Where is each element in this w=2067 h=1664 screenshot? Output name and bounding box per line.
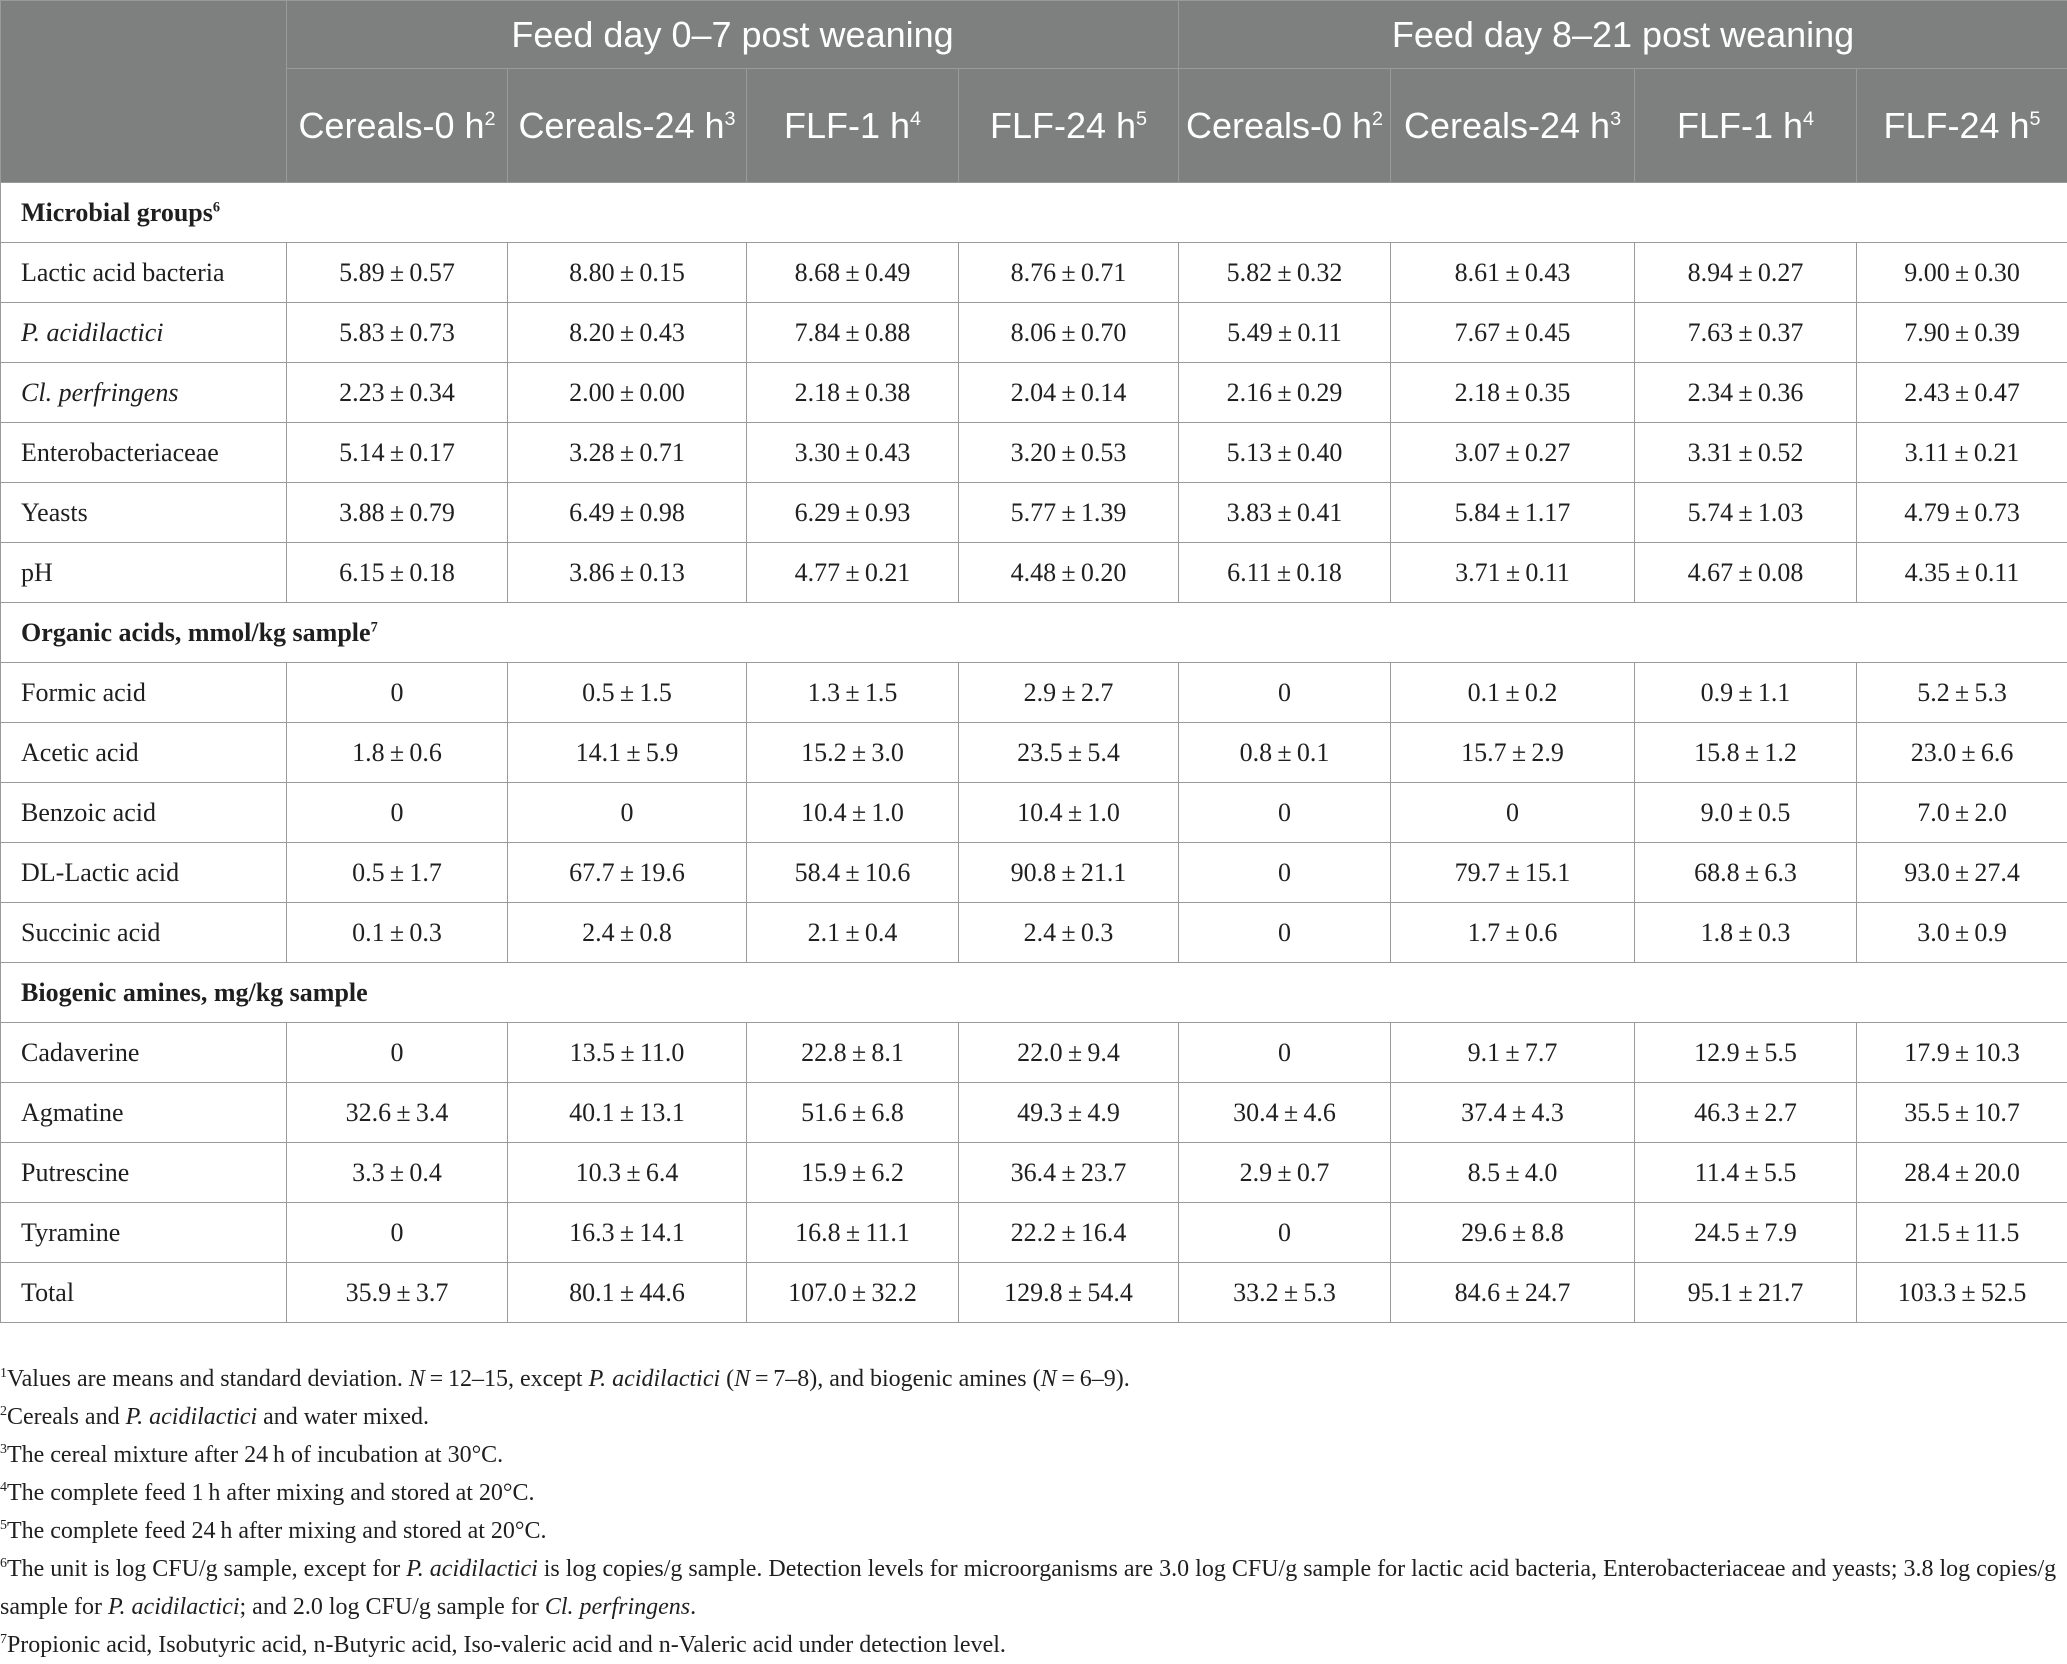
value-cell: 5.77 ± 1.39 — [959, 483, 1179, 543]
value-cell: 58.4 ± 10.6 — [747, 843, 959, 903]
value-cell: 68.8 ± 6.3 — [1635, 843, 1857, 903]
value-cell: 5.74 ± 1.03 — [1635, 483, 1857, 543]
value-cell: 2.34 ± 0.36 — [1635, 363, 1857, 423]
value-cell: 2.1 ± 0.4 — [747, 903, 959, 963]
value-cell: 51.6 ± 6.8 — [747, 1083, 959, 1143]
value-cell: 29.6 ± 8.8 — [1391, 1203, 1635, 1263]
footnotes — [0, 1360, 2067, 1664]
value-cell: 0 — [1391, 783, 1635, 843]
value-cell: 5.84 ± 1.17 — [1391, 483, 1635, 543]
table-row — [1, 1023, 2067, 1083]
table-row — [1, 243, 2067, 303]
value-cell: 0 — [287, 1203, 508, 1263]
value-cell: 40.1 ± 13.1 — [508, 1083, 747, 1143]
value-cell: 7.0 ± 2.0 — [1857, 783, 2067, 843]
value-cell: 3.86 ± 0.13 — [508, 543, 747, 603]
value-cell: 11.4 ± 5.5 — [1635, 1143, 1857, 1203]
column-header — [1857, 69, 2067, 183]
value-cell: 5.82 ± 0.32 — [1179, 243, 1391, 303]
row-label: Tyramine — [1, 1203, 287, 1263]
value-cell: 8.68 ± 0.49 — [747, 243, 959, 303]
value-cell: 3.71 ± 0.11 — [1391, 543, 1635, 603]
value-cell: 0.5 ± 1.5 — [508, 663, 747, 723]
footnote-text: N — [734, 1366, 750, 1392]
table-row — [1, 1083, 2067, 1143]
footnote-text: The cereal mixture after 24 h of incubation at 30°C. — [7, 1442, 503, 1468]
footnote-number: 1 — [0, 1366, 7, 1381]
value-cell: 6.15 ± 0.18 — [287, 543, 508, 603]
value-cell: 79.7 ± 15.1 — [1391, 843, 1635, 903]
footnote-text: . — [690, 1594, 696, 1620]
footnote-text: Values are means and standard deviation. — [7, 1366, 409, 1392]
value-cell: 22.2 ± 16.4 — [959, 1203, 1179, 1263]
section-title — [1, 603, 2067, 663]
value-cell: 0 — [287, 663, 508, 723]
footnote-text: P. acidilactici — [126, 1404, 258, 1430]
value-cell: 10.4 ± 1.0 — [959, 783, 1179, 843]
footnote — [0, 1360, 2067, 1398]
value-cell: 37.4 ± 4.3 — [1391, 1083, 1635, 1143]
footnote-text: is log copies/g sample. Detection levels for microorganisms are 3.0 log CFU/g sample for lactic acid bacteria, Enterobacteriaceae and yeasts; 3.8 log copies/g sample for — [0, 1556, 2056, 1620]
value-cell: 21.5 ± 11.5 — [1857, 1203, 2067, 1263]
value-cell: 8.94 ± 0.27 — [1635, 243, 1857, 303]
value-cell: 10.3 ± 6.4 — [508, 1143, 747, 1203]
column-header-label: FLF-1 h — [784, 105, 910, 146]
column-header-footnote-ref: 2 — [1372, 108, 1383, 130]
footnote — [0, 1512, 2067, 1550]
table-row — [1, 303, 2067, 363]
section-footnote-ref: 7 — [371, 619, 378, 635]
value-cell: 16.8 ± 11.1 — [747, 1203, 959, 1263]
value-cell: 0 — [508, 783, 747, 843]
value-cell: 2.04 ± 0.14 — [959, 363, 1179, 423]
footnote-text: Cereals and — [7, 1404, 126, 1430]
footnote-number: 3 — [0, 1442, 7, 1457]
footnote — [0, 1436, 2067, 1474]
footnote-text: ( — [720, 1366, 734, 1392]
value-cell: 49.3 ± 4.9 — [959, 1083, 1179, 1143]
value-cell: 36.4 ± 23.7 — [959, 1143, 1179, 1203]
row-label: Enterobacteriaceae — [1, 423, 287, 483]
value-cell: 5.49 ± 0.11 — [1179, 303, 1391, 363]
value-cell: 0 — [1179, 903, 1391, 963]
value-cell: 4.77 ± 0.21 — [747, 543, 959, 603]
footnote-text: Cl. perfringens — [545, 1594, 690, 1620]
footnote-text: = 6–9). — [1057, 1366, 1130, 1392]
footnote-text: N — [1041, 1366, 1057, 1392]
value-cell: 2.9 ± 2.7 — [959, 663, 1179, 723]
row-label: Putrescine — [1, 1143, 287, 1203]
value-cell: 80.1 ± 44.6 — [508, 1263, 747, 1323]
value-cell: 9.1 ± 7.7 — [1391, 1023, 1635, 1083]
value-cell: 8.61 ± 0.43 — [1391, 243, 1635, 303]
column-header-label: FLF-1 h — [1677, 105, 1803, 146]
footnote-text: Propionic acid, Isobutyric acid, n-Butyric acid, Iso-valeric acid and n-Valeric acid under detection level. — [7, 1632, 1006, 1658]
value-cell: 2.9 ± 0.7 — [1179, 1143, 1391, 1203]
value-cell: 95.1 ± 21.7 — [1635, 1263, 1857, 1323]
value-cell: 3.11 ± 0.21 — [1857, 423, 2067, 483]
value-cell: 35.9 ± 3.7 — [287, 1263, 508, 1323]
value-cell: 6.49 ± 0.98 — [508, 483, 747, 543]
value-cell: 67.7 ± 19.6 — [508, 843, 747, 903]
group-header-day-0-7: Feed day 0–7 post weaning — [287, 1, 1179, 69]
corner-cell — [1, 1, 287, 183]
table-row — [1, 1203, 2067, 1263]
value-cell: 0 — [287, 1023, 508, 1083]
table-row — [1, 903, 2067, 963]
value-cell: 7.84 ± 0.88 — [747, 303, 959, 363]
value-cell: 30.4 ± 4.6 — [1179, 1083, 1391, 1143]
value-cell: 7.90 ± 0.39 — [1857, 303, 2067, 363]
value-cell: 2.16 ± 0.29 — [1179, 363, 1391, 423]
footnote-text: N — [409, 1366, 425, 1392]
value-cell: 3.88 ± 0.79 — [287, 483, 508, 543]
value-cell: 46.3 ± 2.7 — [1635, 1083, 1857, 1143]
row-label: Acetic acid — [1, 723, 287, 783]
section-header-row — [1, 603, 2067, 663]
column-header-footnote-ref: 4 — [1803, 108, 1814, 130]
row-label: Formic acid — [1, 663, 287, 723]
table-row — [1, 843, 2067, 903]
value-cell: 3.3 ± 0.4 — [287, 1143, 508, 1203]
value-cell: 90.8 ± 21.1 — [959, 843, 1179, 903]
value-cell: 16.3 ± 14.1 — [508, 1203, 747, 1263]
value-cell: 2.18 ± 0.35 — [1391, 363, 1635, 423]
column-header-footnote-ref: 3 — [725, 108, 736, 130]
column-header-label: Cereals-0 h — [1186, 105, 1372, 146]
value-cell: 10.4 ± 1.0 — [747, 783, 959, 843]
value-cell: 15.2 ± 3.0 — [747, 723, 959, 783]
value-cell: 4.79 ± 0.73 — [1857, 483, 2067, 543]
footnote-text: P. acidilactici — [406, 1556, 538, 1582]
footnote-number: 4 — [0, 1480, 7, 1495]
row-label: Benzoic acid — [1, 783, 287, 843]
value-cell: 3.83 ± 0.41 — [1179, 483, 1391, 543]
section-title — [1, 183, 2067, 243]
footnote-number: 7 — [0, 1632, 7, 1647]
value-cell: 3.07 ± 0.27 — [1391, 423, 1635, 483]
value-cell: 0 — [1179, 663, 1391, 723]
value-cell: 14.1 ± 5.9 — [508, 723, 747, 783]
table-header — [1, 1, 2067, 183]
value-cell: 6.11 ± 0.18 — [1179, 543, 1391, 603]
value-cell: 0.1 ± 0.3 — [287, 903, 508, 963]
value-cell: 2.4 ± 0.3 — [959, 903, 1179, 963]
footnote-text: The complete feed 24 h after mixing and stored at 20°C. — [7, 1518, 547, 1544]
value-cell: 2.18 ± 0.38 — [747, 363, 959, 423]
section-header-row — [1, 963, 2067, 1023]
value-cell: 3.30 ± 0.43 — [747, 423, 959, 483]
footnote — [0, 1474, 2067, 1512]
value-cell: 22.0 ± 9.4 — [959, 1023, 1179, 1083]
value-cell: 17.9 ± 10.3 — [1857, 1023, 2067, 1083]
column-header — [1391, 69, 1635, 183]
value-cell: 3.0 ± 0.9 — [1857, 903, 2067, 963]
value-cell: 9.00 ± 0.30 — [1857, 243, 2067, 303]
table-row — [1, 483, 2067, 543]
footnote — [0, 1398, 2067, 1436]
row-label: Agmatine — [1, 1083, 287, 1143]
value-cell: 7.63 ± 0.37 — [1635, 303, 1857, 363]
column-header-footnote-ref: 5 — [2030, 108, 2041, 130]
value-cell: 32.6 ± 3.4 — [287, 1083, 508, 1143]
footnote-number: 6 — [0, 1556, 7, 1571]
value-cell: 8.80 ± 0.15 — [508, 243, 747, 303]
column-header-label: FLF-24 h — [1883, 105, 2029, 146]
row-label: Succinic acid — [1, 903, 287, 963]
value-cell: 23.5 ± 5.4 — [959, 723, 1179, 783]
value-cell: 1.8 ± 0.6 — [287, 723, 508, 783]
column-header — [287, 69, 508, 183]
value-cell: 107.0 ± 32.2 — [747, 1263, 959, 1323]
value-cell: 2.00 ± 0.00 — [508, 363, 747, 423]
value-cell: 8.20 ± 0.43 — [508, 303, 747, 363]
section-title-text: Organic acids, mmol/kg sample — [21, 618, 371, 647]
value-cell: 2.23 ± 0.34 — [287, 363, 508, 423]
footnote-text: The unit is log CFU/g sample, except for — [7, 1556, 406, 1582]
column-header — [1179, 69, 1391, 183]
footnote-number: 2 — [0, 1404, 7, 1419]
section-header-row — [1, 183, 2067, 243]
value-cell: 4.35 ± 0.11 — [1857, 543, 2067, 603]
table-row — [1, 723, 2067, 783]
column-header-label: Cereals-24 h — [1404, 105, 1610, 146]
value-cell: 4.48 ± 0.20 — [959, 543, 1179, 603]
footnote-text: and water mixed. — [257, 1404, 429, 1430]
value-cell: 28.4 ± 20.0 — [1857, 1143, 2067, 1203]
value-cell: 0.8 ± 0.1 — [1179, 723, 1391, 783]
footnote-text: The complete feed 1 h after mixing and stored at 20°C. — [7, 1480, 535, 1506]
column-header-footnote-ref: 5 — [1136, 108, 1147, 130]
value-cell: 33.2 ± 5.3 — [1179, 1263, 1391, 1323]
row-label: P. acidilactici — [1, 303, 287, 363]
section-title-text: Microbial groups — [21, 198, 213, 227]
table-row — [1, 423, 2067, 483]
footnote-text: = 7–8), and biogenic amines ( — [750, 1366, 1040, 1392]
value-cell: 0.1 ± 0.2 — [1391, 663, 1635, 723]
section-title-text: Biogenic amines, mg/kg sample — [21, 978, 368, 1007]
value-cell: 5.13 ± 0.40 — [1179, 423, 1391, 483]
value-cell: 2.4 ± 0.8 — [508, 903, 747, 963]
table-row — [1, 783, 2067, 843]
value-cell: 22.8 ± 8.1 — [747, 1023, 959, 1083]
column-header — [959, 69, 1179, 183]
footnote — [0, 1626, 2067, 1664]
footnote-text: P. acidilactici — [108, 1594, 240, 1620]
column-header — [1635, 69, 1857, 183]
value-cell: 12.9 ± 5.5 — [1635, 1023, 1857, 1083]
value-cell: 2.43 ± 0.47 — [1857, 363, 2067, 423]
table-row — [1, 543, 2067, 603]
value-cell: 93.0 ± 27.4 — [1857, 843, 2067, 903]
value-cell: 3.31 ± 0.52 — [1635, 423, 1857, 483]
value-cell: 5.89 ± 0.57 — [287, 243, 508, 303]
row-label: Cl. perfringens — [1, 363, 287, 423]
value-cell: 23.0 ± 6.6 — [1857, 723, 2067, 783]
value-cell: 1.3 ± 1.5 — [747, 663, 959, 723]
value-cell: 5.14 ± 0.17 — [287, 423, 508, 483]
value-cell: 0 — [1179, 843, 1391, 903]
value-cell: 9.0 ± 0.5 — [1635, 783, 1857, 843]
footnote — [0, 1550, 2067, 1626]
table-row — [1, 363, 2067, 423]
value-cell: 8.5 ± 4.0 — [1391, 1143, 1635, 1203]
value-cell: 15.9 ± 6.2 — [747, 1143, 959, 1203]
column-header-label: Cereals-24 h — [518, 105, 724, 146]
row-label: pH — [1, 543, 287, 603]
value-cell: 13.5 ± 11.0 — [508, 1023, 747, 1083]
row-label: Lactic acid bacteria — [1, 243, 287, 303]
value-cell: 5.83 ± 0.73 — [287, 303, 508, 363]
value-cell: 8.06 ± 0.70 — [959, 303, 1179, 363]
value-cell: 8.76 ± 0.71 — [959, 243, 1179, 303]
value-cell: 35.5 ± 10.7 — [1857, 1083, 2067, 1143]
column-header-label: Cereals-0 h — [298, 105, 484, 146]
value-cell: 15.8 ± 1.2 — [1635, 723, 1857, 783]
footnote-text: ; and 2.0 log CFU/g sample for — [240, 1594, 545, 1620]
value-cell: 5.2 ± 5.3 — [1857, 663, 2067, 723]
value-cell: 1.7 ± 0.6 — [1391, 903, 1635, 963]
value-cell: 0.5 ± 1.7 — [287, 843, 508, 903]
value-cell: 0 — [287, 783, 508, 843]
table-row — [1, 663, 2067, 723]
value-cell: 1.8 ± 0.3 — [1635, 903, 1857, 963]
value-cell: 15.7 ± 2.9 — [1391, 723, 1635, 783]
section-footnote-ref: 6 — [213, 199, 220, 215]
value-cell: 24.5 ± 7.9 — [1635, 1203, 1857, 1263]
value-cell: 129.8 ± 54.4 — [959, 1263, 1179, 1323]
table-row — [1, 1263, 2067, 1323]
value-cell: 0 — [1179, 783, 1391, 843]
section-title — [1, 963, 2067, 1023]
footnote-text: = 12–15, except — [425, 1366, 589, 1392]
value-cell: 0 — [1179, 1203, 1391, 1263]
column-header — [508, 69, 747, 183]
value-cell: 84.6 ± 24.7 — [1391, 1263, 1635, 1323]
value-cell: 103.3 ± 52.5 — [1857, 1263, 2067, 1323]
value-cell: 3.20 ± 0.53 — [959, 423, 1179, 483]
row-label: Yeasts — [1, 483, 287, 543]
footnote-number: 5 — [0, 1518, 7, 1533]
table-body — [1, 183, 2067, 1323]
value-cell: 6.29 ± 0.93 — [747, 483, 959, 543]
column-header-footnote-ref: 2 — [485, 108, 496, 130]
value-cell: 3.28 ± 0.71 — [508, 423, 747, 483]
column-header-footnote-ref: 3 — [1610, 108, 1621, 130]
column-header-label: FLF-24 h — [990, 105, 1136, 146]
value-cell: 0 — [1179, 1023, 1391, 1083]
value-cell: 0.9 ± 1.1 — [1635, 663, 1857, 723]
row-label: Total — [1, 1263, 287, 1323]
footnote-text: P. acidilactici — [589, 1366, 721, 1392]
table-row — [1, 1143, 2067, 1203]
row-label: DL-Lactic acid — [1, 843, 287, 903]
row-label: Cadaverine — [1, 1023, 287, 1083]
value-cell: 7.67 ± 0.45 — [1391, 303, 1635, 363]
column-header — [747, 69, 959, 183]
value-cell: 4.67 ± 0.08 — [1635, 543, 1857, 603]
group-header-day-8-21: Feed day 8–21 post weaning — [1179, 1, 2067, 69]
column-header-footnote-ref: 4 — [910, 108, 921, 130]
